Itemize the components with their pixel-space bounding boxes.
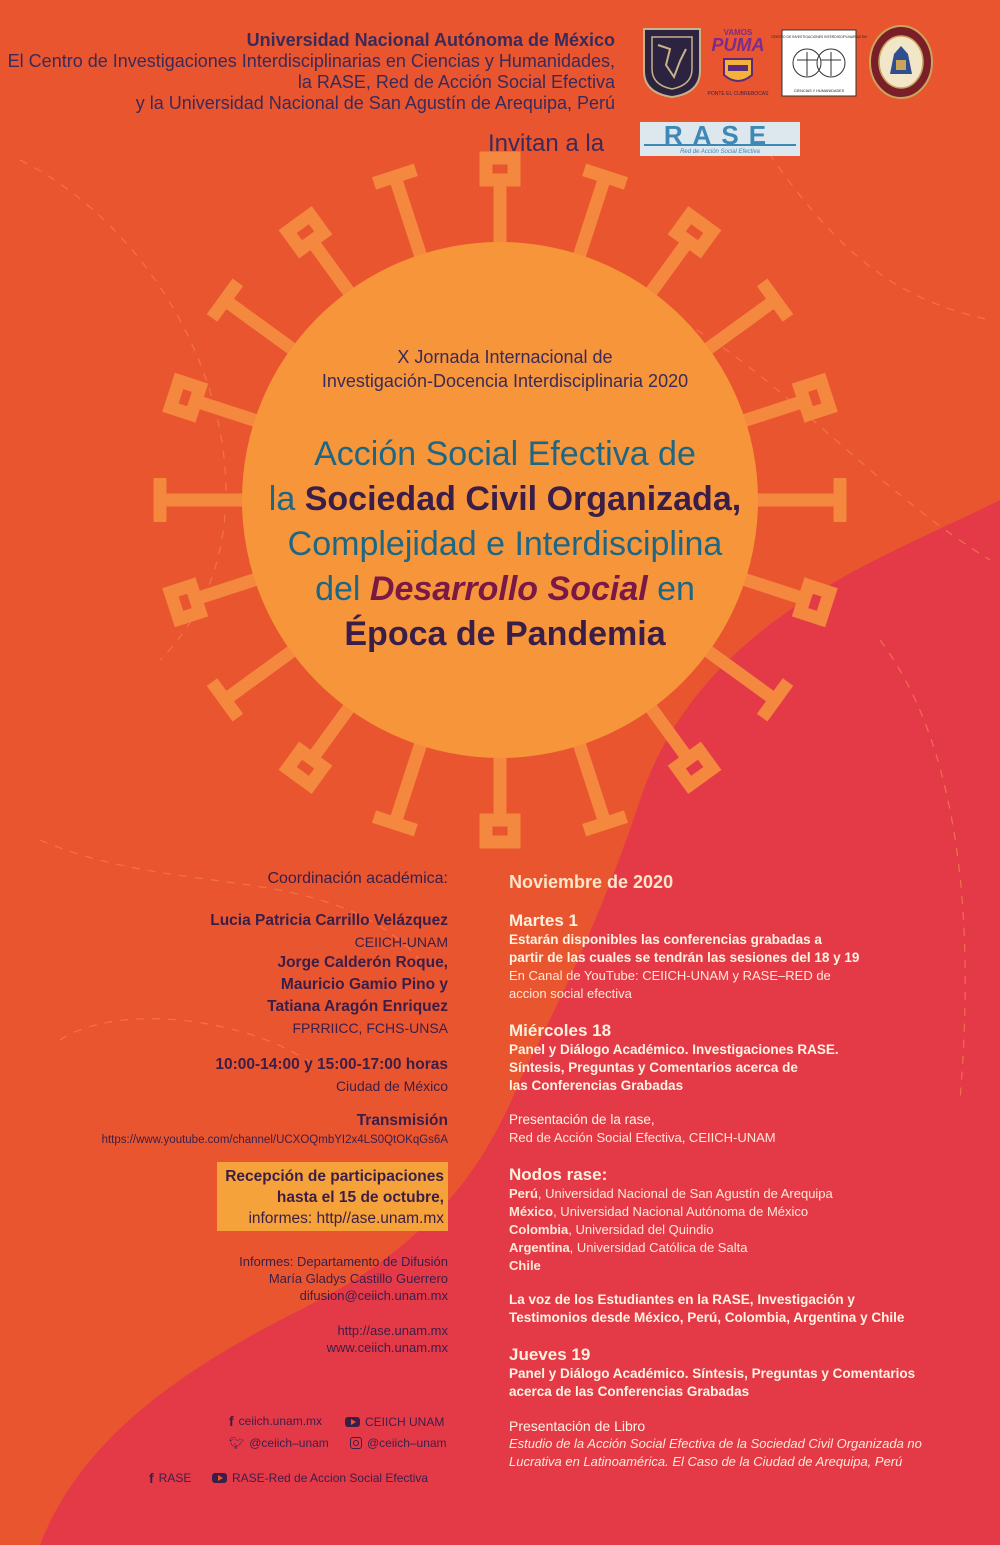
- title-line-2: [200, 477, 810, 522]
- martes-bold-2: partir de las cuales se tendrán las sesiones del 18 y 19: [509, 950, 860, 965]
- transmission-label: Transmisión: [356, 1112, 448, 1129]
- coordinator-1-org: CEIICH-UNAM: [354, 934, 448, 950]
- puma-logo-bottom-text: PONTE EL CUBREBOCAS: [707, 91, 769, 97]
- jornada-heading: [250, 345, 760, 393]
- header-line-4: y la Universidad Nacional de San Agustín de Arequipa, Perú: [135, 93, 615, 113]
- day-miercoles-18: Miércoles 18: [509, 1021, 612, 1040]
- header-line-3: la RASE, Red de Acción Social Efectiva: [297, 72, 615, 92]
- miercoles-bold-3: las Conferencias Grabadas: [509, 1078, 684, 1093]
- facebook-ceiich-label: ceiich.unam.mx: [238, 1414, 323, 1428]
- jornada-line-2: Investigación-Docencia Interdisciplinaria 2020: [321, 371, 689, 391]
- header-text: [8, 30, 615, 114]
- jueves-bold-2: acerca de las Conferencias Grabadas: [509, 1384, 750, 1399]
- nodo-argentina: [509, 1239, 979, 1257]
- ceiich-logo: [771, 30, 867, 96]
- informes-email[interactable]: difusion@ceiich.unam.mx: [299, 1288, 448, 1303]
- martes-note-2: accion social efectiva: [509, 986, 632, 1001]
- title-line-5: Época de Pandemia: [344, 615, 666, 653]
- voz-estudiantes-1: La voz de los Estudiantes en la RASE, Investigación y: [509, 1292, 855, 1307]
- program-month: Noviembre de 2020: [509, 872, 674, 892]
- nodo-mexico-institution: , Universidad Nacional Autónoma de México: [553, 1204, 809, 1219]
- martes-bold-1: Estarán disponibles las conferencias grabadas a: [509, 932, 822, 947]
- youtube-rase-link[interactable]: [212, 1471, 428, 1485]
- nodo-chile: [509, 1257, 979, 1275]
- title-line-2-prefix: la: [268, 480, 305, 518]
- youtube-ceiich-link[interactable]: [345, 1415, 444, 1429]
- coordinator-3: Mauricio Gamio Pino y: [280, 976, 448, 993]
- day-martes-1: Martes 1: [509, 911, 578, 930]
- jueves-bold-1: Panel y Diálogo Académico. Síntesis, Preguntas y Comentarios: [509, 1366, 916, 1381]
- day-jueves-19: Jueves 19: [509, 1345, 591, 1364]
- martes-note-1: En Canal de YouTube: CEIICH-UNAM y RASE–RED de: [509, 968, 831, 983]
- facebook-icon: f: [149, 1470, 154, 1486]
- coordinator-4-org: FPRRIICC, FCHS-UNSA: [292, 1020, 448, 1036]
- title-line-3: Complejidad e Interdisciplina: [287, 525, 723, 563]
- event-hours: 10:00-14:00 y 15:00-17:00 horas: [215, 1056, 448, 1073]
- twitter-ceiich-link[interactable]: [229, 1436, 329, 1450]
- ceiich-logo-bottom-text: CIENCIAS Y HUMANIDADES: [793, 89, 845, 93]
- program-column: [509, 872, 979, 1471]
- coordinator-4: Tatiana Aragón Enriquez: [267, 998, 448, 1015]
- instagram-ceiich-label: @ceiich–unam: [367, 1436, 447, 1450]
- miercoles-bold-2: Síntesis, Preguntas y Comentarios acerca de: [509, 1060, 798, 1075]
- nodo-peru-institution: , Universidad Nacional de San Agustín de Arequipa: [537, 1186, 833, 1201]
- jornada-line-1: X Jornada Internacional de: [397, 347, 613, 367]
- coordination-label: Coordinación académica:: [267, 870, 448, 887]
- university-name: Universidad Nacional Autónoma de México: [246, 30, 615, 50]
- invitan-text: Invitan a la: [488, 130, 605, 157]
- title-desarrollo-social: Desarrollo Social: [369, 570, 648, 608]
- nodo-colombia: [509, 1221, 979, 1239]
- header-line-2: El Centro de Investigaciones Interdisciplinarias en Ciencias y Humanidades,: [7, 51, 615, 71]
- informes-line-2: María Gladys Castillo Guerrero: [268, 1271, 448, 1286]
- youtube-icon: [345, 1417, 360, 1427]
- book-presentation-label: Presentación de Libro: [509, 1418, 646, 1434]
- left-column: [8, 870, 448, 1356]
- rase-logo: [640, 122, 800, 156]
- title-line-4-suffix: en: [647, 570, 695, 608]
- miercoles-bold-1: Panel y Diálogo Académico. Investigaciones RASE.: [509, 1042, 839, 1057]
- voz-estudiantes-2: Testimonios desde México, Perú, Colombia, Argentina y Chile: [509, 1310, 905, 1325]
- unsa-seal-logo: [868, 24, 934, 100]
- title-sociedad-civil: Sociedad Civil Organizada,: [304, 480, 742, 518]
- presentacion-rase: Presentación de la rase,: [509, 1112, 655, 1127]
- facebook-rase-label: RASE: [158, 1471, 192, 1485]
- puma-logo-top-text: VAMOS: [723, 28, 753, 37]
- youtube-icon: [212, 1473, 227, 1483]
- reception-box: [217, 1162, 448, 1231]
- nodo-mexico-country: México: [509, 1204, 554, 1219]
- nodo-argentina-country: Argentina: [509, 1240, 570, 1255]
- nodo-chile-country: Chile: [509, 1258, 541, 1273]
- website-ceiich[interactable]: www.ceiich.unam.mx: [326, 1340, 448, 1355]
- nodo-colombia-institution: , Universidad del Quindio: [568, 1222, 714, 1237]
- rase-logo-subtitle: Red de Acción Social Efectiva: [680, 149, 760, 155]
- reception-line-1: Recepción de participaciones: [225, 1168, 444, 1185]
- reception-line-2: hasta el 15 de octubre,: [276, 1189, 444, 1206]
- book-title-line-1: Estudio de la Acción Social Efectiva de la Sociedad Civil Organizada no: [509, 1436, 922, 1451]
- youtube-rase-label: RASE-Red de Accion Social Efectiva: [232, 1471, 429, 1485]
- facebook-rase-link[interactable]: [149, 1470, 191, 1486]
- book-title-line-2: Lucrativa en Latinoamérica. El Caso de la Ciudad de Arequipa, Perú: [509, 1454, 903, 1469]
- informes-line-1: Informes: Departamento de Difusión: [239, 1254, 448, 1269]
- ceiich-logo-text: CENTRO DE INVESTIGACIONES INTERDISCIPLINARIAS EN: [771, 35, 867, 39]
- vamos-puma-logo: [708, 25, 768, 99]
- presentacion-rase-org: Red de Acción Social Efectiva, CEIICH-UNAM: [509, 1130, 776, 1145]
- instagram-icon: [350, 1437, 362, 1449]
- youtube-ceiich-label: CEIICH UNAM: [365, 1415, 445, 1429]
- title-line-4-prefix: del: [315, 570, 370, 608]
- nodo-argentina-institution: , Universidad Católica de Salta: [569, 1240, 748, 1255]
- coordinator-1: Lucia Patricia Carrillo Velázquez: [210, 912, 448, 929]
- puma-logo-text: PUMA: [711, 35, 765, 55]
- instagram-ceiich-link[interactable]: [350, 1436, 447, 1450]
- nodo-colombia-country: Colombia: [509, 1222, 569, 1237]
- twitter-ceiich-label: @ceiich–unam: [249, 1436, 329, 1450]
- title-line-1: Acción Social Efectiva de: [314, 435, 696, 473]
- nodos-heading: Nodos rase:: [509, 1165, 608, 1184]
- title-line-4: [200, 567, 810, 612]
- reception-line-3: informes: http//ase.unam.mx: [248, 1210, 444, 1227]
- nodo-peru: [509, 1185, 979, 1203]
- event-city: Ciudad de México: [335, 1078, 448, 1094]
- nodo-mexico: [509, 1203, 979, 1221]
- rase-logo-text: RASE: [663, 120, 777, 150]
- website-ase[interactable]: http://ase.unam.mx: [337, 1323, 448, 1338]
- event-title: [200, 432, 810, 657]
- transmission-url[interactable]: https://www.youtube.com/channel/UCXOQmbYI2x4LS0QtOKqGs6A: [101, 1134, 448, 1146]
- twitter-icon: 🐦︎: [229, 1436, 245, 1450]
- facebook-icon: f: [229, 1413, 234, 1429]
- unam-logo: [640, 25, 704, 99]
- nodo-peru-country: Perú: [509, 1186, 538, 1201]
- coordinator-2: Jorge Calderón Roque,: [277, 954, 448, 971]
- facebook-ceiich-link[interactable]: [229, 1413, 322, 1429]
